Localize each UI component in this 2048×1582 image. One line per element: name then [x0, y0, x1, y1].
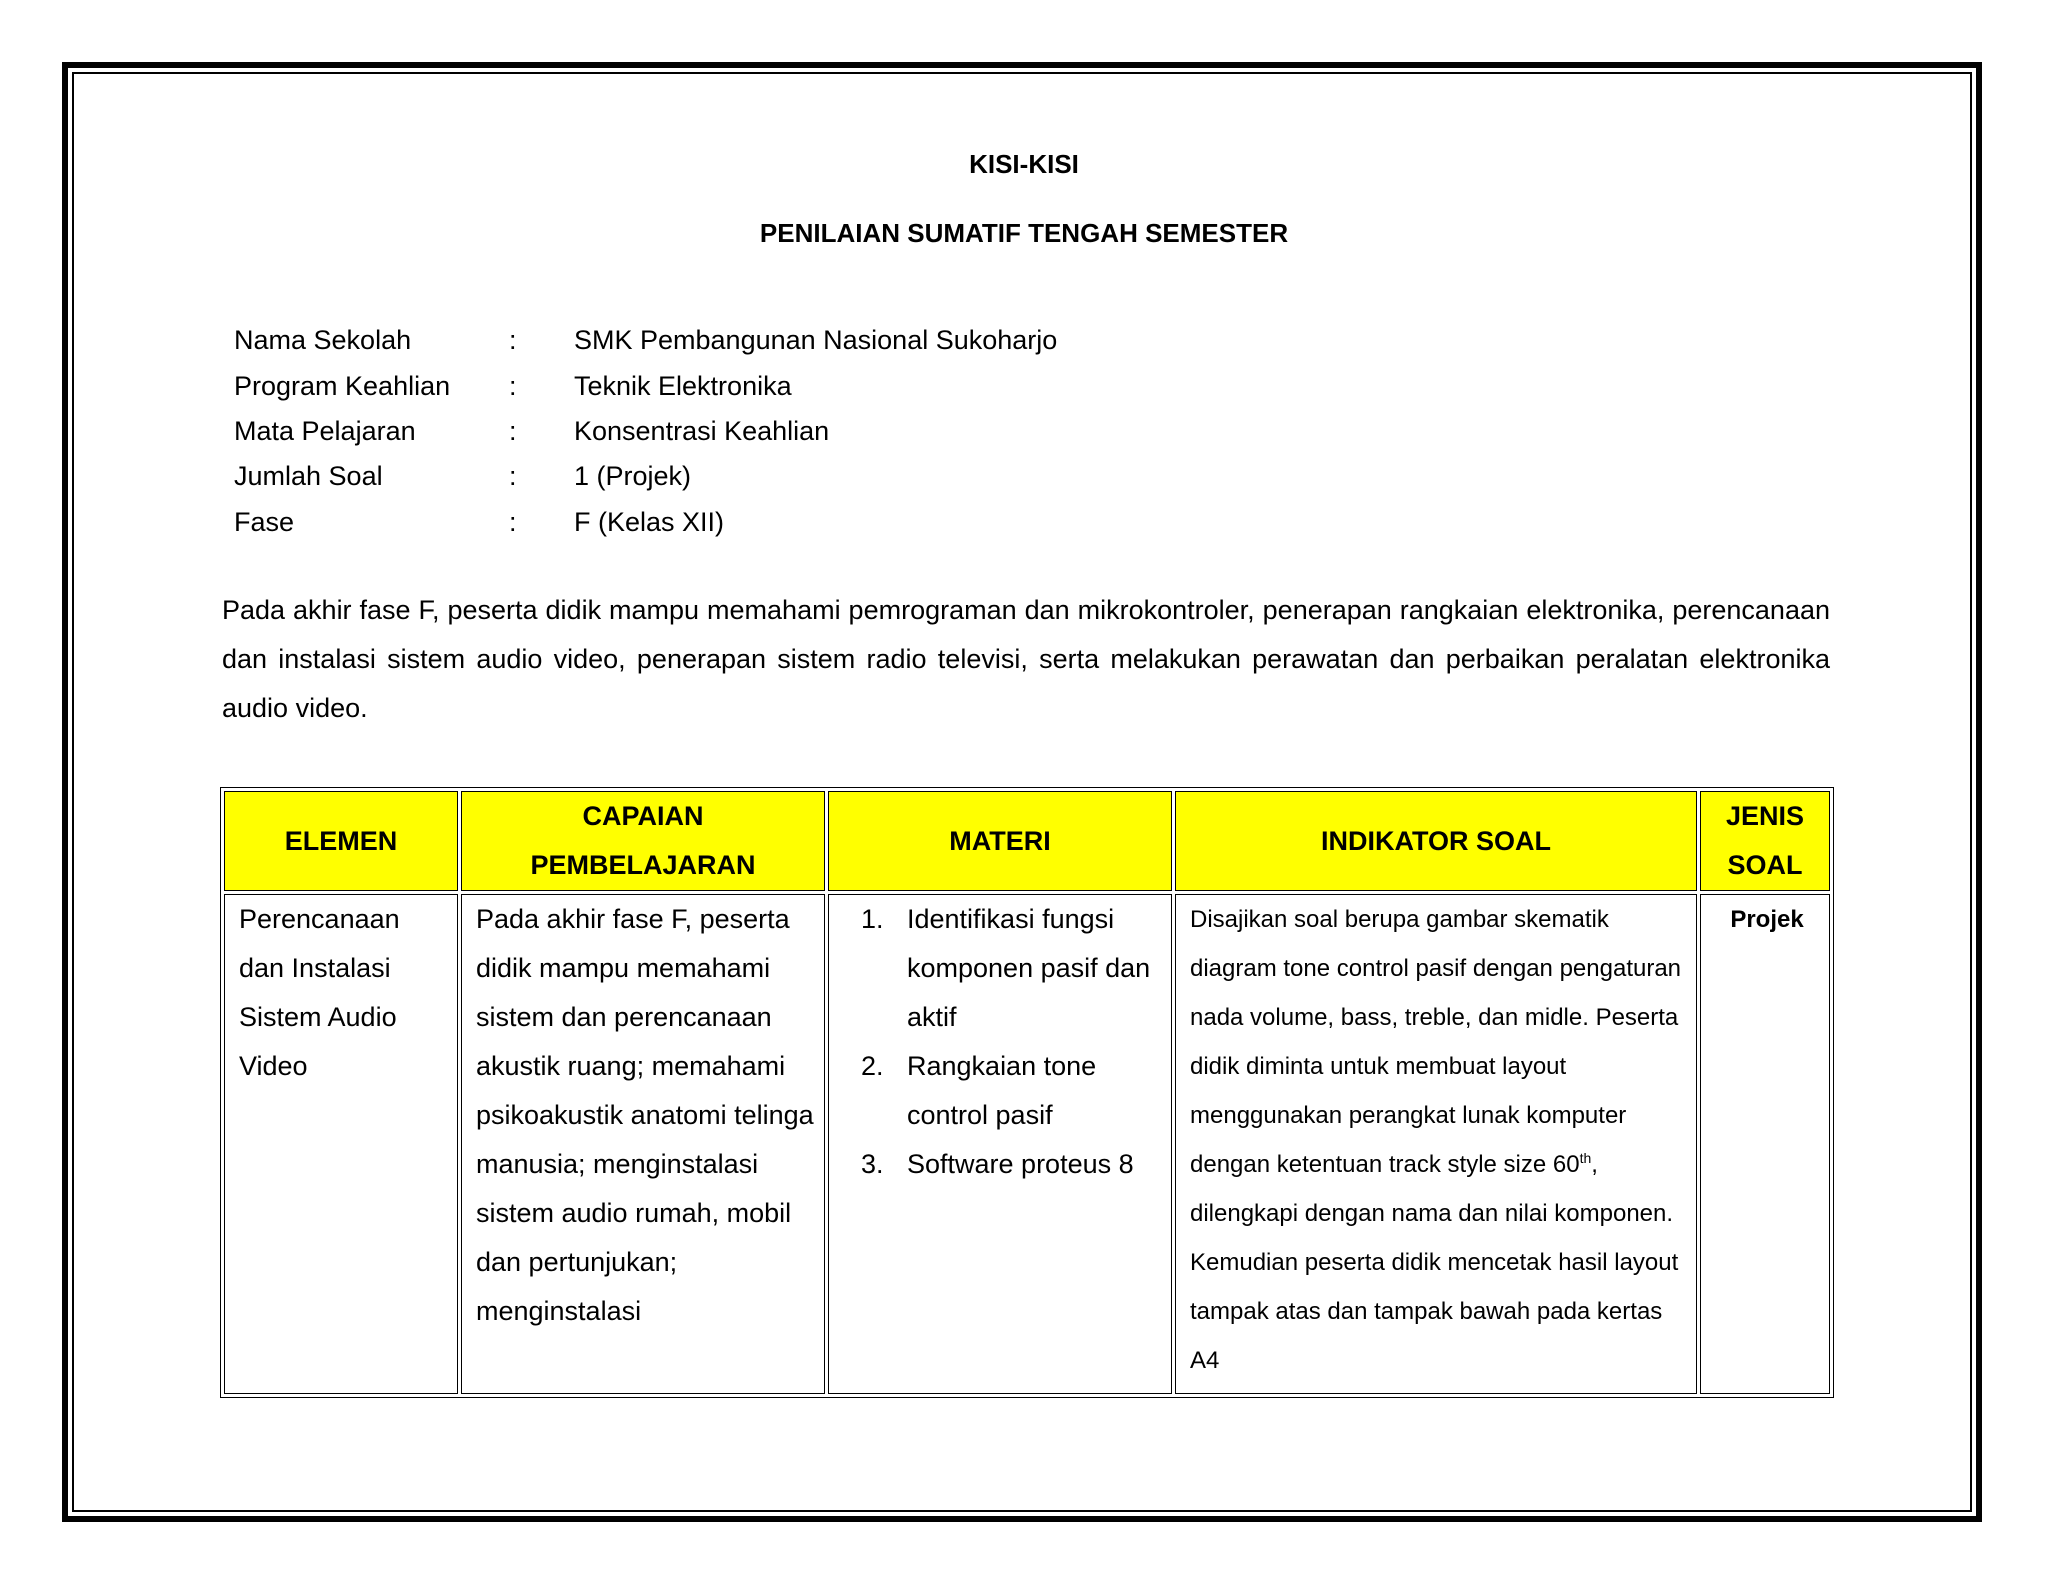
header-jenis: JENIS SOAL: [1700, 791, 1830, 891]
info-label: Mata Pelajaran: [234, 415, 416, 446]
header-elemen: ELEMEN: [224, 791, 458, 891]
info-value: Konsentrasi Keahlian: [574, 415, 830, 446]
indikator-text-end: , dilengkapi dengan nama dan nilai komponen. Kemudian peserta didik mencetak hasil layout tampak atas dan tampak bawah pada kertas A4: [1190, 1151, 1679, 1374]
header-materi: MATERI: [828, 791, 1172, 891]
indikator-superscript: th: [1579, 1150, 1592, 1166]
info-colon: :: [509, 324, 517, 355]
info-row-subject: [234, 409, 1057, 453]
list-item: 3. Software proteus 8: [891, 1140, 1161, 1189]
header-capaian: CAPAIAN PEMBELAJARAN: [461, 791, 825, 891]
header-indikator: INDIKATOR SOAL: [1175, 791, 1697, 891]
info-label: Program Keahlian: [234, 370, 451, 401]
table-header-row: [224, 791, 1830, 891]
list-item: 2. Rangkaian tone control pasif: [891, 1042, 1161, 1140]
school-info: [234, 317, 1057, 545]
cell-jenis: Projek: [1700, 894, 1830, 1394]
cell-materi: [828, 894, 1172, 1394]
info-value: F (Kelas XII): [574, 506, 725, 537]
info-colon: :: [509, 506, 517, 537]
list-item: 1. Identifikasi fungsi komponen pasif dan aktif: [891, 895, 1161, 1042]
kisi-table: [220, 787, 1834, 1398]
info-label: Jumlah Soal: [234, 460, 383, 491]
intro-paragraph: Pada akhir fase F, peserta didik mampu memahami pemrograman dan mikrokontroler, penerapan rangkaian elektronika, perencanaan dan instalasi sistem audio video, penerapan sistem radio televisi, serta melakukan perawatan dan perbaikan peralatan elektronika audio video.: [222, 595, 1830, 723]
info-value: Teknik Elektronika: [574, 370, 792, 401]
info-value: SMK Pembangunan Nasional Sukoharjo: [574, 324, 1058, 355]
cell-elemen: Perencanaan dan Instalasi Sistem Audio Video: [224, 894, 458, 1394]
info-colon: :: [509, 460, 517, 491]
info-label: Nama Sekolah: [234, 324, 412, 355]
info-row-program: [234, 363, 1057, 409]
info-label: Fase: [234, 506, 295, 537]
table-row: [224, 894, 1830, 1394]
document-title: KISI-KISI: [969, 149, 1079, 179]
info-colon: :: [509, 415, 517, 446]
info-row-phase: [234, 499, 1057, 545]
cell-capaian: Pada akhir fase F, peserta didik mampu memahami sistem dan perencanaan akustik ruang; memahami psikoakustik anatomi telinga manusia; menginstalasi sistem audio rumah, mobil dan pertunjukan; menginstalasi: [461, 894, 825, 1394]
materi-list: [843, 895, 1161, 1189]
info-row-school: [234, 317, 1057, 363]
indikator-text-start: Disajikan soal berupa gambar skematik diagram tone control pasif dengan pengaturan nada volume, bass, treble, dan midle. Peserta didik diminta untuk membuat layout menggunakan perangkat lunak komputer dengan ketentuan track style size 60: [1190, 906, 1682, 1178]
info-value: 1 (Projek): [574, 460, 692, 491]
cell-indikator: [1175, 894, 1697, 1394]
document-subtitle: PENILAIAN SUMATIF TENGAH SEMESTER: [759, 218, 1289, 248]
info-colon: :: [509, 370, 517, 401]
info-row-question-count: [234, 453, 1057, 499]
